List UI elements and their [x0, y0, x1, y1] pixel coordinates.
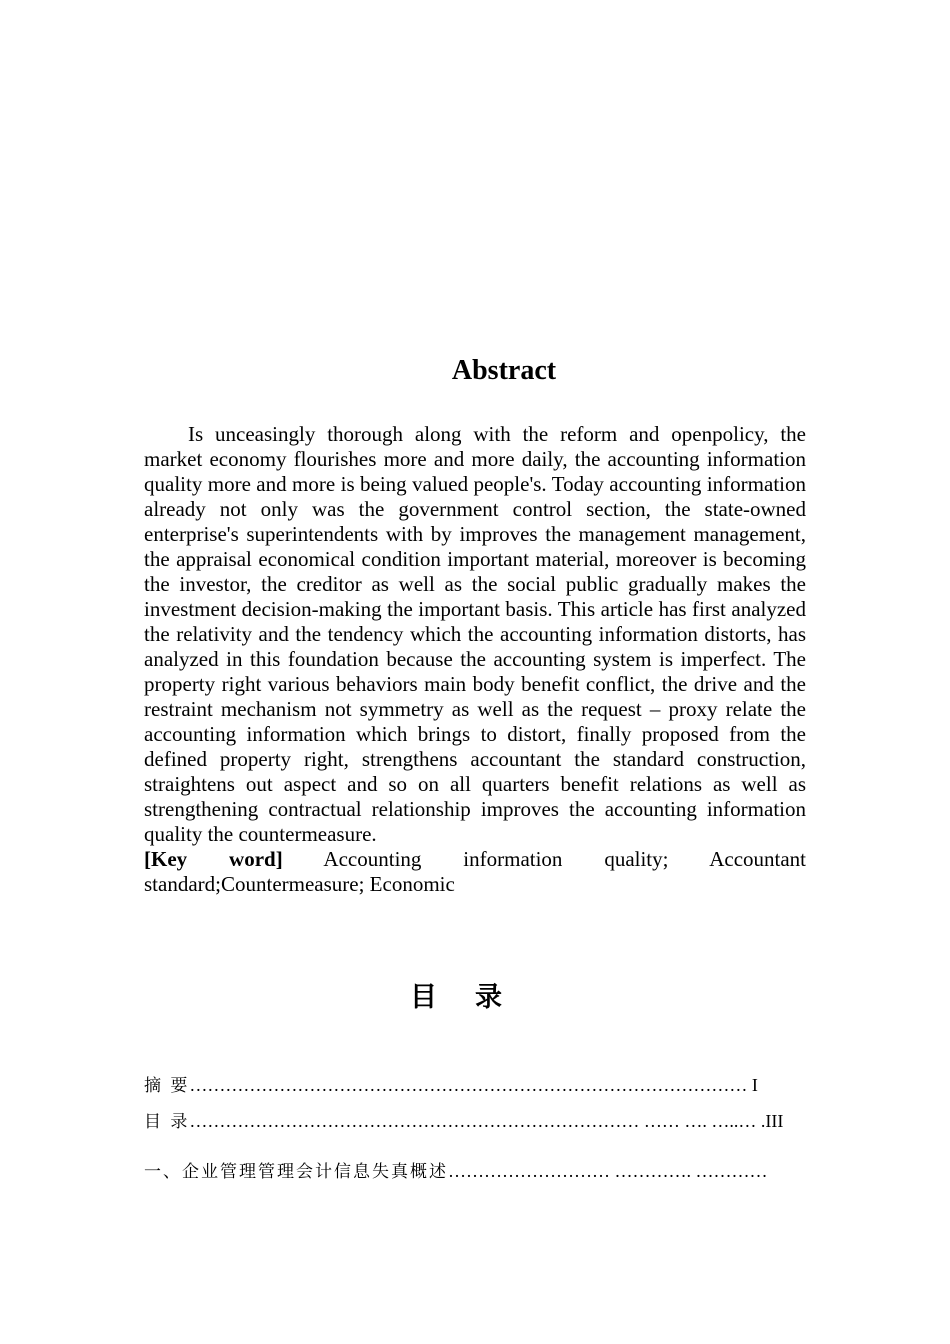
toc-entry-label: 目 录 [144, 1112, 190, 1132]
toc-entry-contents[interactable] [144, 1109, 808, 1133]
abstract-paragraph: Is unceasingly thorough along with the reform and openpolicy, the market economy flourishes more and more daily, the accounting information quality more and more is being valued people's. Today accounting information already not only was the government control section, the state-owned enterprise's superintendents with by improves the management management, the appraisal economical condition important material, moreover is becoming the investor, the creditor as well as the social public gradually makes the investment decision-making the important basis. This article has first analyzed the relativity and the tendency which the accounting information distorts, has analyzed in this foundation because the accounting system is imperfect. The property right various behaviors main body benefit conflict, the drive and the restraint mechanism not symmetry as well as the request – proxy relate the accounting information which brings to distort, finally proposed from the defined property right, strengthens accountant the standard construction, straightens out aspect and so on all quarters benefit relations as well as strengthening contractual relationship improves the accounting information quality the countermeasure. [144, 422, 806, 846]
keywords-line [144, 847, 806, 897]
toc-entry-label: 摘 要 [144, 1076, 190, 1096]
abstract-section [144, 422, 806, 897]
abstract-title: Abstract [451, 355, 557, 386]
toc-leader-dots: ………………………………………………………………… …… …. …..… . [189, 1111, 766, 1131]
toc-page-number: III [765, 1111, 784, 1131]
keywords-label: [Key word] [144, 847, 283, 871]
keywords-text: Accounting information quality; Accountant standard;Countermeasure; Economic [144, 847, 806, 896]
toc-entry-chapter-1[interactable] [144, 1159, 808, 1183]
toc-entry-abstract[interactable] [144, 1073, 808, 1097]
toc-title: 目录 [410, 982, 540, 1013]
toc-page-number: I [747, 1075, 758, 1095]
toc-entry-label: 一、企业管理管理会计信息失真概述 [144, 1162, 448, 1182]
toc-leader-dots: ……………………… …………. ………… [448, 1161, 768, 1181]
toc-leader-dots: ………………………………………………………………………………… [189, 1075, 748, 1095]
